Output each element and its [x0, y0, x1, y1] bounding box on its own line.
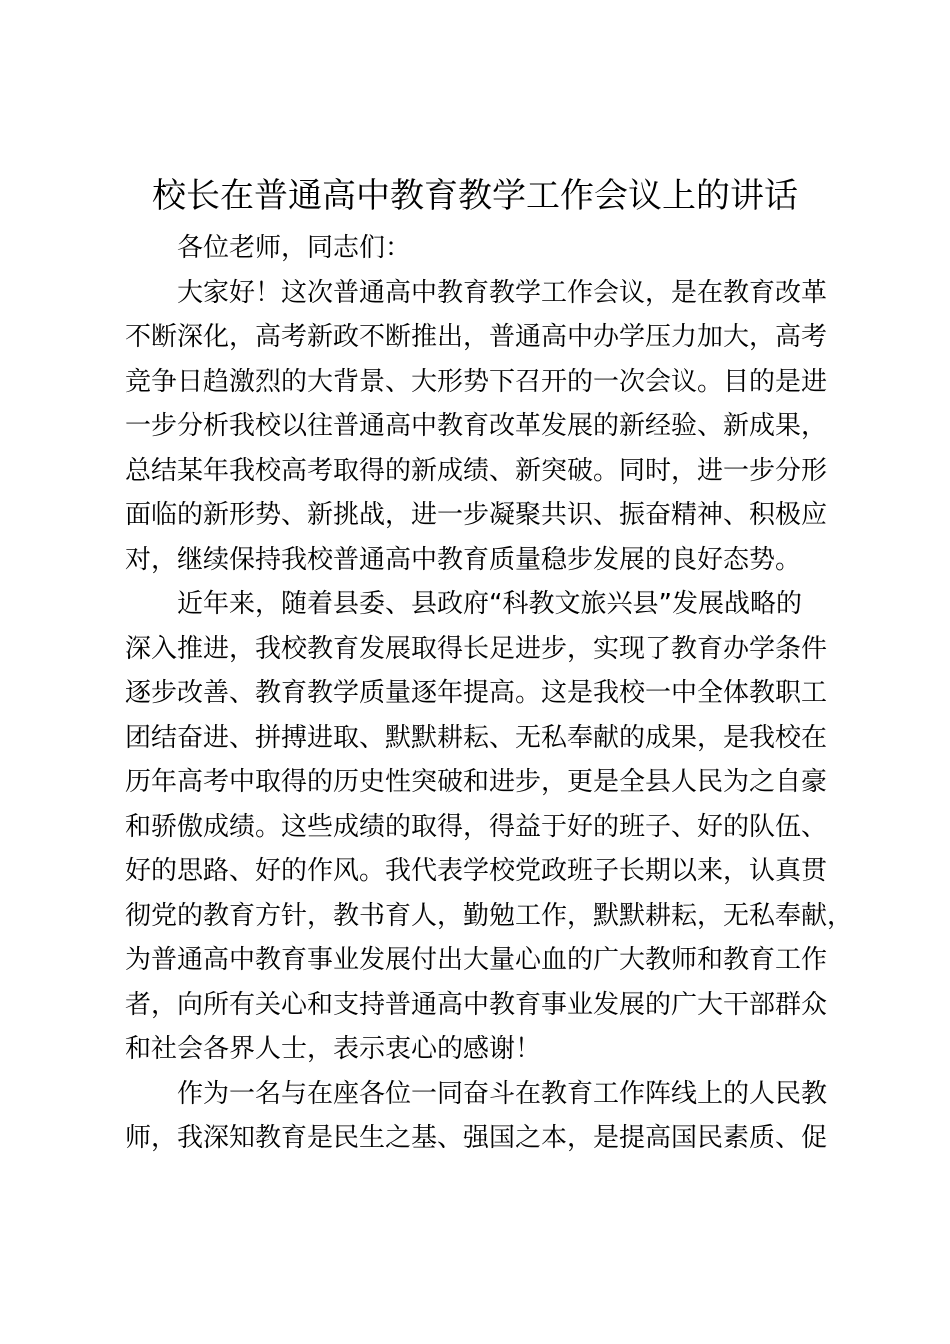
document-body	[125, 226, 854, 1161]
text-line: 竞争日趋激烈的大背景、大形势下召开的一次会议。目的是进	[125, 366, 828, 397]
text-line: 一步分析我校以往普通高中教育改革发展的新经验、新成果，	[125, 411, 828, 441]
text-line: 者，向所有关心和支持普通高中教育事业发展的广大干部群众	[125, 989, 828, 1020]
text-line: 深入推进，我校教育发展取得长足进步，实现了教育办学条件	[125, 633, 828, 664]
text-line: 历年高考中取得的历史性突破和进步，更是全县人民为之自豪	[125, 767, 828, 797]
text-line: 好的思路、好的作风。我代表学校党政班子长期以来，认真贯	[125, 856, 828, 886]
text-line: 近年来，随着县委、县政府“科教文旅兴县”发展战略的	[177, 589, 802, 619]
text-line: 师，我深知教育是民生之基、强国之本，是提高国民素质、促	[125, 1123, 828, 1153]
text-line: 彻党的教育方针，教书育人，勤勉工作，默默耕耘，无私奉献，	[125, 900, 854, 931]
text-line: 不断深化，高考新政不断推出，普通高中办学压力加大，高考	[125, 322, 828, 352]
text-line: 对，继续保持我校普通高中教育质量稳步发展的良好态势。	[125, 544, 802, 575]
text-line: 作为一名与在座各位一同奋斗在教育工作阵线上的人民教	[177, 1078, 828, 1109]
text-line: 总结某年我校高考取得的新成绩、新突破。同时，进一步分形	[125, 455, 828, 486]
text-line: 大家好！这次普通高中教育教学工作会议，是在教育改革	[177, 277, 828, 308]
text-line: 面临的新形势、新挑战，进一步凝聚共识、振奋精神、积极应	[125, 500, 828, 530]
document-title: 校长在普通高中教育教学工作会议上的讲话	[152, 176, 798, 216]
text-line: 和社会各界人士，表示衷心的感谢！	[125, 1034, 542, 1064]
text-line: 为普通高中教育事业发展付出大量心血的广大教师和教育工作	[125, 945, 828, 975]
text-line: 各位老师，同志们：	[177, 233, 412, 263]
text-line: 团结奋进、拼搏进取、默默耕耘、无私奉献的成果，是我校在	[125, 722, 828, 753]
text-line: 和骄傲成绩。这些成绩的取得，得益于好的班子、好的队伍、	[125, 811, 828, 842]
text-line: 逐步改善、教育教学质量逐年提高。这是我校一中全体教职工	[125, 678, 828, 708]
